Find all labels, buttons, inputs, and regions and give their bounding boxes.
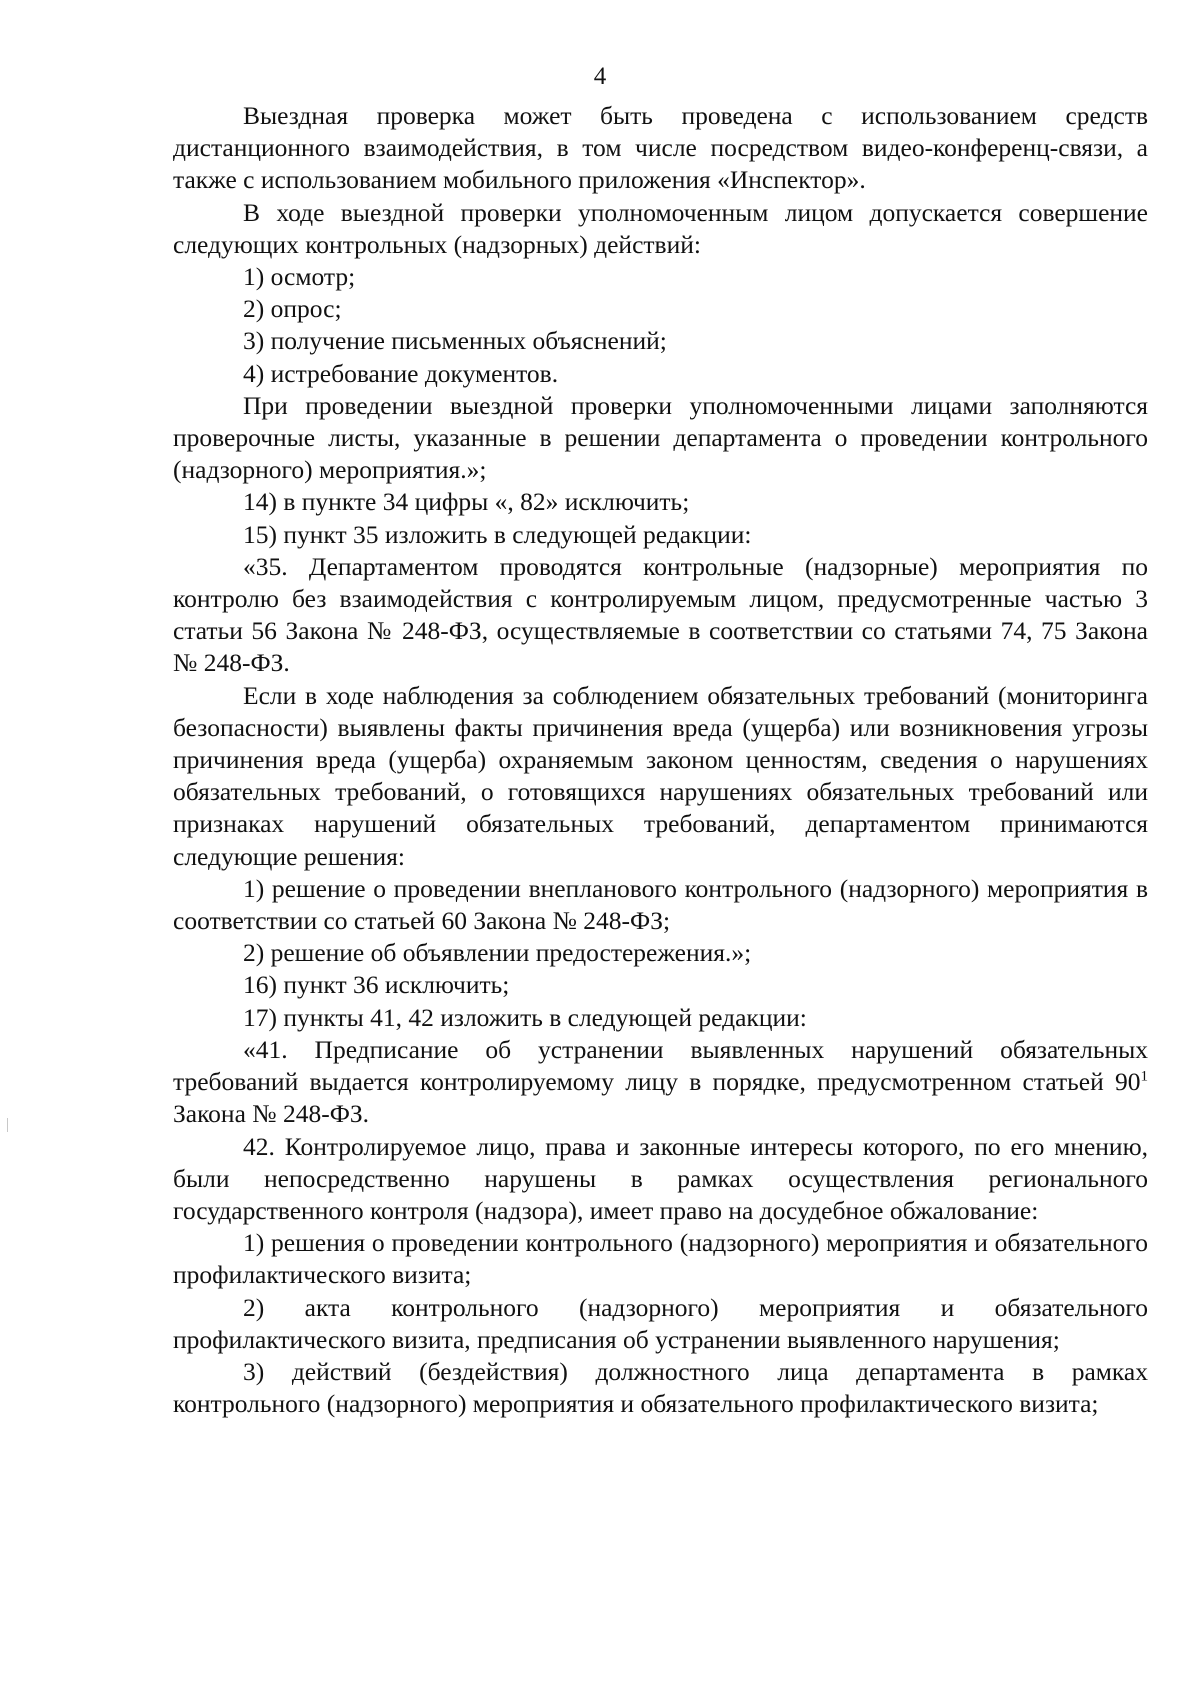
amendment-item-15: 15) пункт 35 изложить в следующей редакции: — [243, 519, 752, 549]
list-item-inspection: 1) осмотр; — [243, 262, 356, 292]
paragraph-point-41 — [173, 1034, 1148, 1131]
decision-item-unscheduled-inspection: 1) решение о проведении внепланового контрольного (надзорного) мероприятия в соответствии со статьей 60 Закона № 248-ФЗ; — [173, 873, 1148, 936]
paragraph-point-42: 42. Контролируемое лицо, права и законные интересы которого, по его мнению, были непосредственно нарушены в рамках осуществления регионального государственного контроля (надзора), имеет право на досудебное обжалование: — [173, 1131, 1148, 1225]
list-item-survey: 2) опрос; — [243, 294, 342, 324]
scan-edge-mark — [7, 1118, 8, 1132]
point-41-tail: Закона № 248-ФЗ. — [173, 1099, 370, 1129]
appeal-item-1: 1) решения о проведении контрольного (надзорного) мероприятия и обязательного профилактического визита; — [173, 1228, 1148, 1290]
appeal-item-2: 2) акта контрольного (надзорного) мероприятия и обязательного профилактического визита, предписания об устранении выявленного нарушения; — [173, 1292, 1148, 1354]
decision-item-warning: 2) решение об объявлении предостережения.»; — [243, 938, 752, 968]
amendment-item-14: 14) в пункте 34 цифры «, 82» исключить; — [243, 487, 690, 517]
paragraph-point-35: «35. Департаментом проводятся контрольные (надзорные) мероприятия по контролю без взаимодействия с контролируемым лицом, предусмотренные частью 3 статьи 56 Закона № 248-ФЗ, осуществляемые в соответствии со статьями 74, 75 Закона № 248-ФЗ. — [173, 551, 1148, 678]
amendment-item-17: 17) пункты 41, 42 изложить в следующей редакции: — [243, 1002, 807, 1032]
paragraph-checklists: При проведении выездной проверки уполномоченными лицами заполняются проверочные листы, указанные в решении департамента о проведении контрольного (надзорного) мероприятия.»; — [173, 390, 1148, 485]
paragraph-allowed-actions: В ходе выездной проверки уполномоченным лицом допускается совершение следующих контрольных (надзорных) действий: — [173, 197, 1148, 259]
point-41-text: «41. Предписание об устранении выявленных нарушений обязательных требований выдается контролируемому лицу в порядке, предусмотренном статьей 90 — [173, 1034, 1148, 1097]
article-superscript: 1 — [1140, 1068, 1148, 1085]
list-item-document-request: 4) истребование документов. — [243, 358, 559, 388]
appeal-item-3: 3) действий (бездействия) должностного лица департамента в рамках контрольного (надзорного) мероприятия и обязательного профилактического визита; — [173, 1356, 1148, 1419]
list-item-written-explanations: 3) получение письменных объяснений; — [243, 326, 667, 356]
paragraph-field-inspection-remote: Выездная проверка может быть проведена с использованием средств дистанционного взаимодействия, в том числе посредством видео-конференц-связи, а также с использованием мобильного приложения «Инспектор». — [173, 101, 1148, 195]
document-body — [173, 100, 1148, 1420]
page-number: 4 — [593, 63, 607, 90]
amendment-item-16: 16) пункт 36 исключить; — [243, 970, 510, 1000]
paragraph-monitoring-findings: Если в ходе наблюдения за соблюдением обязательных требований (мониторинга безопасности) выявлены факты причинения вреда (ущерба) или возникновения угрозы причинения вреда (ущерба) охраняемым законом ценностям, сведения о нарушениях обязательных требований, о готовящихся нарушениях обязательных требований или признаках нарушений обязательных требований, департаментом принимаются следующие решения: — [173, 680, 1148, 871]
